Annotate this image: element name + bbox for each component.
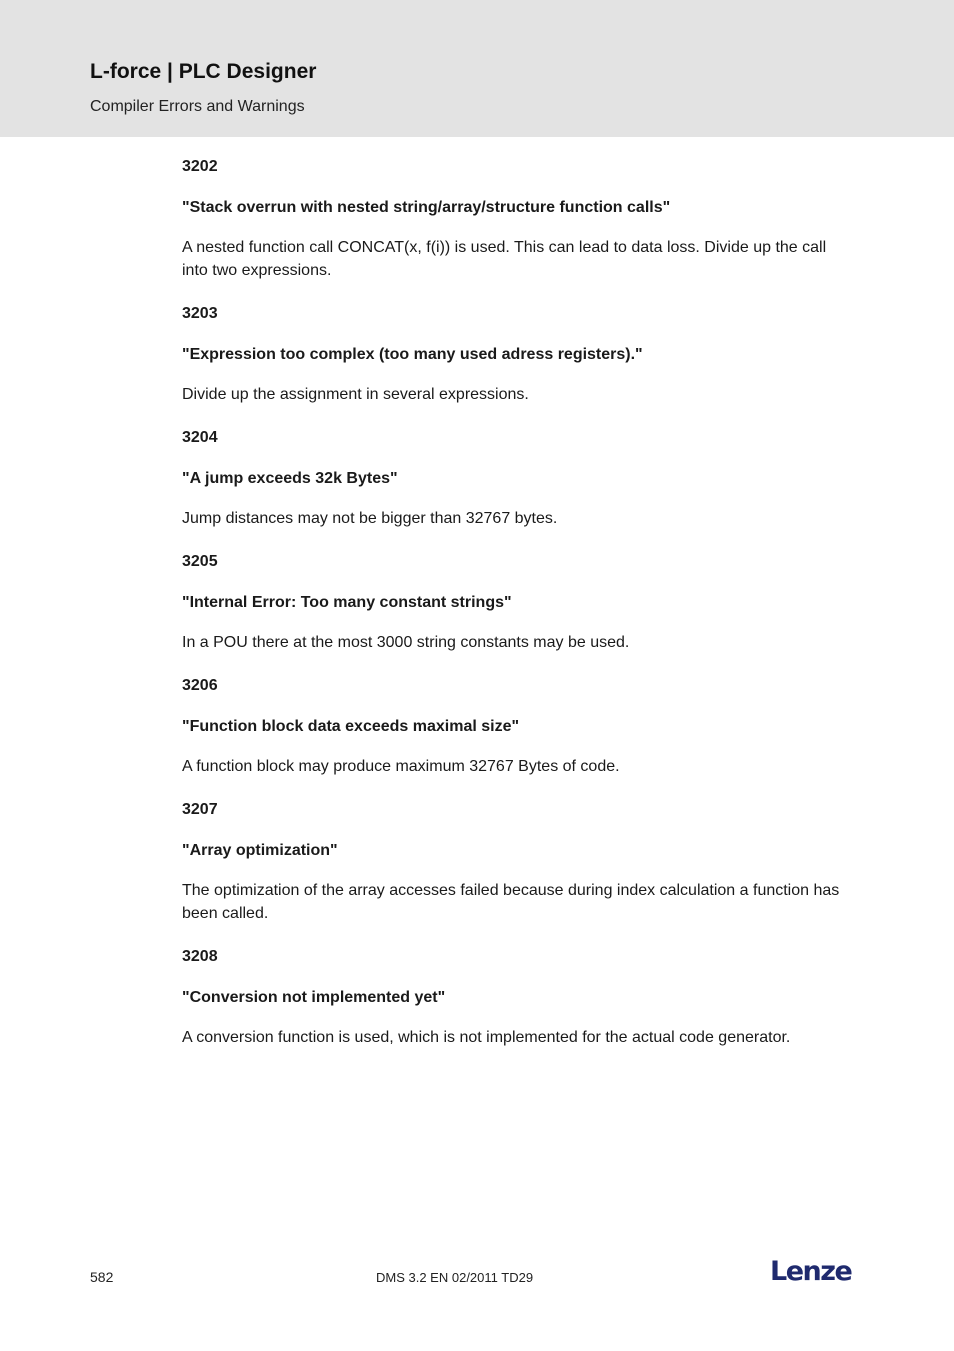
error-description: A nested function call CONCAT(x, f(i)) is used. This can lead to data loss. Divide up the call into two expressions. [182, 239, 827, 279]
error-description: A conversion function is used, which is not implemented for the actual code generator. [182, 1029, 791, 1046]
page-subtitle: Compiler Errors and Warnings [90, 98, 305, 115]
error-description: A function block may produce maximum 32767 Bytes of code. [182, 758, 620, 775]
error-message: "Function block data exceeds maximal size" [182, 718, 520, 735]
error-code: 3207 [182, 801, 218, 818]
error-message: "A jump exceeds 32k Bytes" [182, 470, 398, 487]
error-entry-3208 [182, 944, 842, 1049]
lenze-logo: Lenze [770, 1256, 852, 1287]
error-description: Divide up the assignment in several expressions. [182, 386, 529, 403]
error-code: 3205 [182, 553, 218, 570]
error-code: 3202 [182, 158, 218, 175]
page-header [0, 0, 954, 137]
error-description: Jump distances may not be bigger than 32767 bytes. [182, 510, 558, 527]
error-message: "Conversion not implemented yet" [182, 989, 446, 1006]
document-id: DMS 3.2 EN 02/2011 TD29 [376, 1270, 534, 1285]
error-code: 3204 [182, 429, 218, 446]
error-entry-3202 [182, 154, 842, 282]
error-entry-3203 [182, 301, 842, 406]
error-code: 3208 [182, 948, 218, 965]
error-message: "Array optimization" [182, 842, 338, 859]
error-code: 3206 [182, 677, 218, 694]
error-list [182, 154, 842, 1068]
error-entry-3207 [182, 797, 842, 925]
page-number: 582 [90, 1269, 114, 1285]
error-message: "Expression too complex (too many used adress registers)." [182, 346, 643, 363]
error-description: In a POU there at the most 3000 string constants may be used. [182, 634, 630, 651]
error-code: 3203 [182, 305, 218, 322]
error-entry-3204 [182, 425, 842, 530]
error-message: "Stack overrun with nested string/array/structure function calls" [182, 199, 671, 216]
error-message: "Internal Error: Too many constant strings" [182, 594, 512, 611]
error-description: The optimization of the array accesses failed because during index calculation a function has been called. [182, 882, 840, 922]
error-entry-3206 [182, 673, 842, 778]
page-title: L-force | PLC Designer [90, 60, 317, 83]
error-entry-3205 [182, 549, 842, 654]
